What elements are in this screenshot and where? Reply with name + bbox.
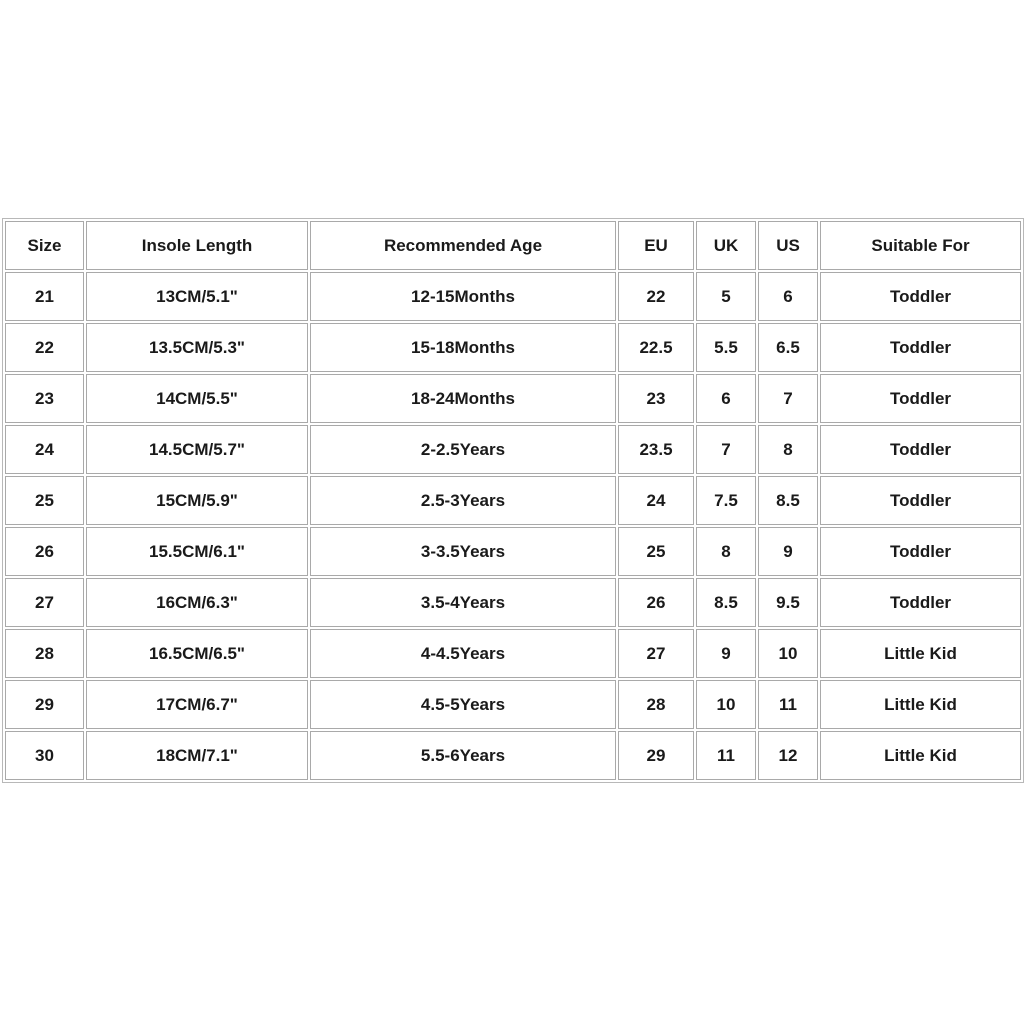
cell-uk: 5 <box>696 272 756 321</box>
cell-eu: 22.5 <box>618 323 694 372</box>
table-row <box>5 731 1021 780</box>
cell-recommended-age: 3-3.5Years <box>310 527 616 576</box>
cell-eu: 26 <box>618 578 694 627</box>
cell-eu: 25 <box>618 527 694 576</box>
table-row <box>5 476 1021 525</box>
cell-recommended-age: 4.5-5Years <box>310 680 616 729</box>
cell-insole-length: 13.5CM/5.3" <box>86 323 308 372</box>
cell-eu: 27 <box>618 629 694 678</box>
cell-suitable-for: Little Kid <box>820 629 1021 678</box>
cell-insole-length: 15.5CM/6.1" <box>86 527 308 576</box>
cell-recommended-age: 15-18Months <box>310 323 616 372</box>
cell-us: 6.5 <box>758 323 818 372</box>
cell-us: 10 <box>758 629 818 678</box>
cell-recommended-age: 3.5-4Years <box>310 578 616 627</box>
cell-insole-length: 18CM/7.1" <box>86 731 308 780</box>
cell-us: 6 <box>758 272 818 321</box>
cell-suitable-for: Toddler <box>820 374 1021 423</box>
cell-recommended-age: 2-2.5Years <box>310 425 616 474</box>
table-row <box>5 374 1021 423</box>
cell-insole-length: 13CM/5.1" <box>86 272 308 321</box>
cell-recommended-age: 18-24Months <box>310 374 616 423</box>
header-insole-length: Insole Length <box>86 221 308 270</box>
cell-eu: 23.5 <box>618 425 694 474</box>
header-suitable-for: Suitable For <box>820 221 1021 270</box>
cell-insole-length: 14.5CM/5.7" <box>86 425 308 474</box>
cell-suitable-for: Little Kid <box>820 731 1021 780</box>
cell-uk: 8.5 <box>696 578 756 627</box>
cell-size: 22 <box>5 323 84 372</box>
cell-suitable-for: Little Kid <box>820 680 1021 729</box>
cell-size: 23 <box>5 374 84 423</box>
header-size: Size <box>5 221 84 270</box>
cell-uk: 9 <box>696 629 756 678</box>
cell-insole-length: 14CM/5.5" <box>86 374 308 423</box>
cell-us: 8 <box>758 425 818 474</box>
table-row <box>5 578 1021 627</box>
cell-size: 27 <box>5 578 84 627</box>
header-row <box>5 221 1021 270</box>
cell-size: 28 <box>5 629 84 678</box>
table-row <box>5 527 1021 576</box>
cell-recommended-age: 2.5-3Years <box>310 476 616 525</box>
cell-uk: 6 <box>696 374 756 423</box>
table-row <box>5 680 1021 729</box>
cell-us: 9 <box>758 527 818 576</box>
cell-us: 11 <box>758 680 818 729</box>
cell-size: 30 <box>5 731 84 780</box>
cell-recommended-age: 12-15Months <box>310 272 616 321</box>
cell-suitable-for: Toddler <box>820 323 1021 372</box>
cell-eu: 28 <box>618 680 694 729</box>
cell-size: 29 <box>5 680 84 729</box>
header-us: US <box>758 221 818 270</box>
header-eu: EU <box>618 221 694 270</box>
cell-us: 12 <box>758 731 818 780</box>
cell-eu: 22 <box>618 272 694 321</box>
cell-suitable-for: Toddler <box>820 425 1021 474</box>
cell-eu: 24 <box>618 476 694 525</box>
header-recommended-age: Recommended Age <box>310 221 616 270</box>
cell-uk: 8 <box>696 527 756 576</box>
cell-size: 25 <box>5 476 84 525</box>
cell-us: 8.5 <box>758 476 818 525</box>
cell-recommended-age: 4-4.5Years <box>310 629 616 678</box>
cell-suitable-for: Toddler <box>820 578 1021 627</box>
cell-insole-length: 16.5CM/6.5" <box>86 629 308 678</box>
cell-suitable-for: Toddler <box>820 527 1021 576</box>
cell-uk: 11 <box>696 731 756 780</box>
cell-insole-length: 17CM/6.7" <box>86 680 308 729</box>
table-row <box>5 272 1021 321</box>
cell-suitable-for: Toddler <box>820 272 1021 321</box>
cell-size: 24 <box>5 425 84 474</box>
cell-size: 26 <box>5 527 84 576</box>
cell-insole-length: 15CM/5.9" <box>86 476 308 525</box>
cell-size: 21 <box>5 272 84 321</box>
header-uk: UK <box>696 221 756 270</box>
cell-uk: 7 <box>696 425 756 474</box>
cell-us: 7 <box>758 374 818 423</box>
cell-eu: 29 <box>618 731 694 780</box>
size-chart-table <box>2 218 1024 783</box>
table-row <box>5 629 1021 678</box>
cell-insole-length: 16CM/6.3" <box>86 578 308 627</box>
table-row <box>5 425 1021 474</box>
table-row <box>5 323 1021 372</box>
cell-uk: 7.5 <box>696 476 756 525</box>
cell-eu: 23 <box>618 374 694 423</box>
cell-uk: 10 <box>696 680 756 729</box>
cell-suitable-for: Toddler <box>820 476 1021 525</box>
cell-uk: 5.5 <box>696 323 756 372</box>
cell-recommended-age: 5.5-6Years <box>310 731 616 780</box>
cell-us: 9.5 <box>758 578 818 627</box>
